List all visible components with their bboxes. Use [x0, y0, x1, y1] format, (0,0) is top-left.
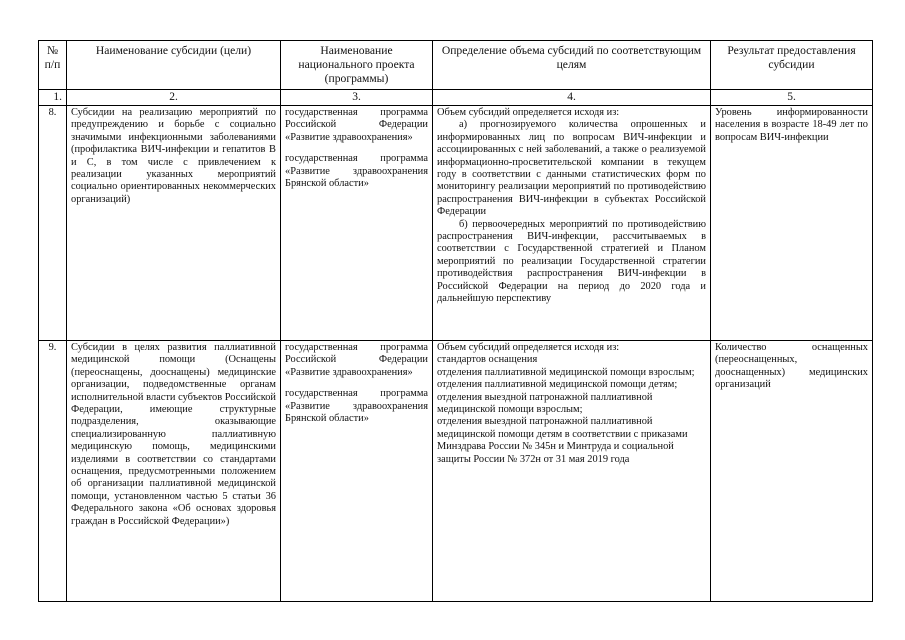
column-number-1: 1.	[39, 90, 67, 106]
volume-item-b: б) первоочередных мероприятий по противодействию распространения ВИЧ-инфекции, рассчитываемых в соответствии с Государственной стратегией и Планом мероприятий по реализации Государственной стратегии противодействия распространения ВИЧ-инфекции в Российской Федерации на период до 2020 года и дальнейшую перспективу	[437, 218, 706, 305]
volume-line: Объем субсидий определяется исходя из:	[437, 342, 620, 353]
column-number-5: 5.	[711, 90, 873, 106]
subsidy-result: Уровень информированности населения в возрасте 18-49 лет по вопросам ВИЧ-инфекции	[711, 106, 873, 341]
volume-line: отделения паллиативной медицинской помощи взрослым;	[437, 366, 695, 378]
project-regional: государственная программа «Развитие здравоохранения Брянской области»	[285, 388, 428, 425]
subsidy-name: Субсидии в целях развития паллиативной медицинской помощи (Оснащены (переоснащены, дооснащены) медицинские организации, подведомственные органам исполнительной власти субъектов Российской Федерации, имеющие структурные подразделения, оказывающие специализированную паллиативную медицинскую помощь, медицинскими изделиями в соответствии со стандартами оснащения, предусмотренными положением об организации паллиативной медицинской помощи, установленном частью 5 статьи 36 Федерального закона «Об основах здоровья граждан в Российской Федерации»)	[67, 341, 281, 602]
volume-line: отделения выездной патронажной паллиативной медицинской помощи детям в соответствии с приказами Минздрава России № 345н и Минтруда и социальной защиты России № 372н от 31 мая 2019 года	[437, 416, 688, 465]
volume-line: стандартов оснащения	[437, 354, 538, 366]
table-row	[39, 106, 873, 341]
header-national-project: Наименование национального проекта (программы)	[281, 41, 433, 90]
volume-intro: Объем субсидий определяется исходя из:	[437, 107, 620, 118]
header-row	[39, 41, 873, 90]
project-federal: государственная программа Российской Федерации «Развитие здравоохранения»	[285, 342, 428, 378]
volume-line: отделения паллиативной медицинской помощи детям;	[437, 379, 678, 391]
header-subsidy-name: Наименование субсидии (цели)	[67, 41, 281, 90]
column-number-3: 3.	[281, 90, 433, 106]
subsidy-result: Количество оснащенных (переоснащенных, дооснащенных) медицинских организаций	[711, 341, 873, 602]
header-number	[39, 41, 67, 90]
header-number-pp: п/п	[44, 58, 61, 71]
volume-definition	[433, 341, 711, 602]
row-number: 9.	[39, 341, 67, 602]
column-number-row	[39, 90, 873, 106]
national-project	[281, 106, 433, 341]
project-federal: государственная программа Российской Федерации «Развитие здравоохранения»	[285, 107, 428, 143]
document-page	[38, 40, 872, 602]
header-volume-definition: Определение объема субсидий по соответствующим целям	[433, 41, 711, 90]
row-number: 8.	[39, 106, 67, 341]
header-result: Результат предоставления субсидии	[711, 41, 873, 90]
column-number-2: 2.	[67, 90, 281, 106]
volume-item-a: а) прогнозируемого количества опрошенных и информированных лиц по вопросам ВИЧ-инфекции и ассоциированных с ней заболеваний, а также о реализуемой информационно-просветительской компании в текущем году в соответствии с данными статистических форм по мониторингу реализации мероприятий по противодействию распространения ВИЧ-инфекции в субъектах Российской Федерации	[437, 119, 706, 218]
national-project	[281, 341, 433, 602]
subsidies-table	[38, 40, 873, 602]
header-number-sign: №	[46, 44, 59, 57]
volume-definition	[433, 106, 711, 341]
subsidy-name: Субсидии на реализацию мероприятий по предупреждению и борьбе с социально значимыми инфекционными заболеваниями (профилактика ВИЧ-инфекции и гепатитов В и С, в том числе с привлечением к реализации указанных мероприятий социально ориентированных некоммерческих организаций)	[67, 106, 281, 341]
project-regional: государственная программа «Развитие здравоохранения Брянской области»	[285, 153, 428, 190]
table-row	[39, 341, 873, 602]
column-number-4: 4.	[433, 90, 711, 106]
volume-line: отделения выездной патронажной паллиативной медицинской помощи взрослым;	[437, 391, 653, 416]
